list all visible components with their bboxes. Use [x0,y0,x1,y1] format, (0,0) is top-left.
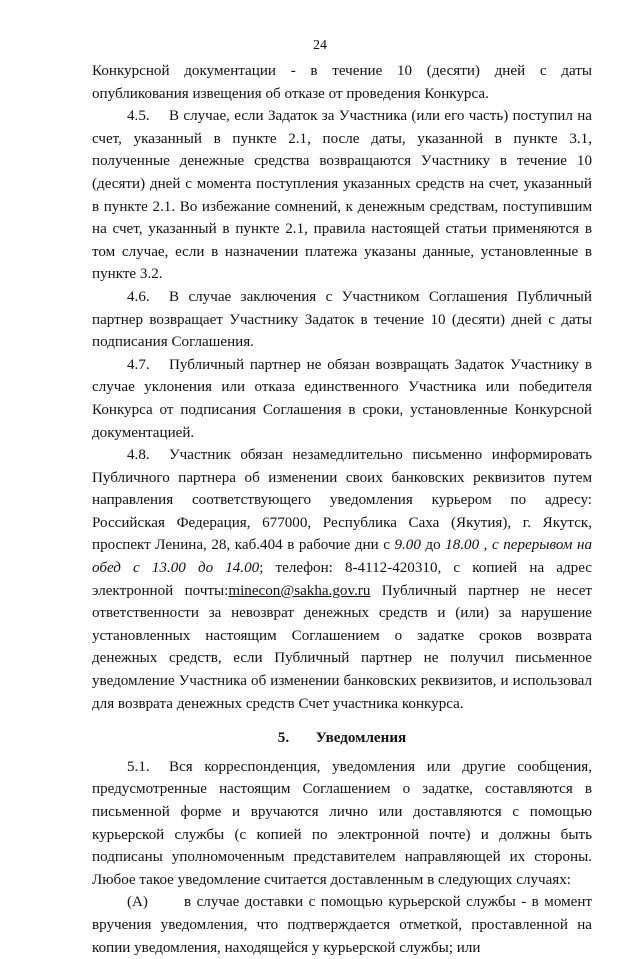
hours-from: 9.00 [394,537,421,554]
clause-text: Участник обязан незамедлительно письменно информировать Публичного партнера об изменении своих банковских реквизитов путем направления соответствующего уведомления курьером по адресу: Российская Федерация, 677000, Республика Саха (Якутия), г. Якутск, проспект Ленина, 28, каб.404 в рабочие дни с [92,447,592,554]
clause-number: 4.8. [127,447,150,464]
document-body [92,60,592,959]
list-item-a [92,891,592,959]
clause-number: 4.5. [127,108,150,125]
item-label: (A) [127,894,148,911]
page-number: 24 [313,38,327,53]
paragraph-4-8 [92,444,592,715]
clause-text: Вся корреспонденция, уведомления или другие сообщения, предусмотренные настоящим Соглашением о задатке, составляются в письменной форме и вручаются лично или доставляются с помощью курьерской службы (с копией по электронной почте) и должны быть подписаны уполномоченным представителем направляющей их стороны. Любое такое уведомление считается доставленным в следующих случаях: [92,758,592,888]
clause-text: В случае заключения с Участником Соглашения Публичный партнер возвращает Участнику Задаток в течение 10 (десяти) дней с даты подписания Соглашения. [92,288,592,351]
clause-number: 4.6. [127,288,150,305]
clause-number: 4.7. [127,356,150,373]
paragraph-5-1 [92,756,592,892]
clause-text: В случае, если Задаток за Участника (или его часть) поступил на счет, указанный в пункте 2.1, после даты, указанной в пункте 3.1, полученные денежные средства возвращаются Участнику в течение 10 (десяти) дней с момента поступления указанных средств на счет, указанный в пункте 2.1. Во избежание сомнений, к денежным средствам, поступившим на счет, указанный в пункте 2.1, правила настоящей статьи применяются в том случае, если в назначении платежа указаны данные, установленные в пункте 3.2. [92,108,592,283]
clause-text: Публичный партнер не обязан возвращать Задаток Участнику в случае уклонения или отказа единственного Участника или победителя Конкурса от подписания Соглашения в сроки, установленные Конкурсной документацией. [92,356,592,441]
paragraph-4-7 [92,354,592,444]
section-heading [92,727,592,750]
clause-text: до [420,537,446,554]
paragraph-4-5 [92,105,592,286]
section-number: 5. [277,730,290,747]
paragraph-continued: Конкурсной документации - в течение 10 (десяти) дней с даты опубликования извещения об отказе от проведения Конкурса. [92,63,592,102]
hours-to: 18.00 , с перерывом на обед с 13.00 до 14.00 [92,537,592,577]
clause-text: Публичный партнер не несет ответственности за невозврат денежных средств и (или) за нарушение установленных настоящим Соглашением о задатке сроков возврата денежных средств, если Публичный партнер не получил письменное уведомление Участника об изменении банковских реквизитов, и использовал для возврата денежных средств Счет участника конкурса. [92,582,592,712]
clause-text: ; телефон: 8-4112-420310, с копией на адрес электронной почты: [92,560,592,599]
item-text: в случае доставки с помощью курьерской службы - в момент вручения уведомления, что подтверждается отметкой, проставленной на копии уведомления, находящейся у курьерской службы; или [92,894,592,956]
clause-number: 5.1. [127,758,150,775]
email-link[interactable]: minecon@sakha.gov.ru [228,582,371,599]
paragraph-4-6 [92,286,592,354]
section-title: Уведомления [315,730,407,747]
